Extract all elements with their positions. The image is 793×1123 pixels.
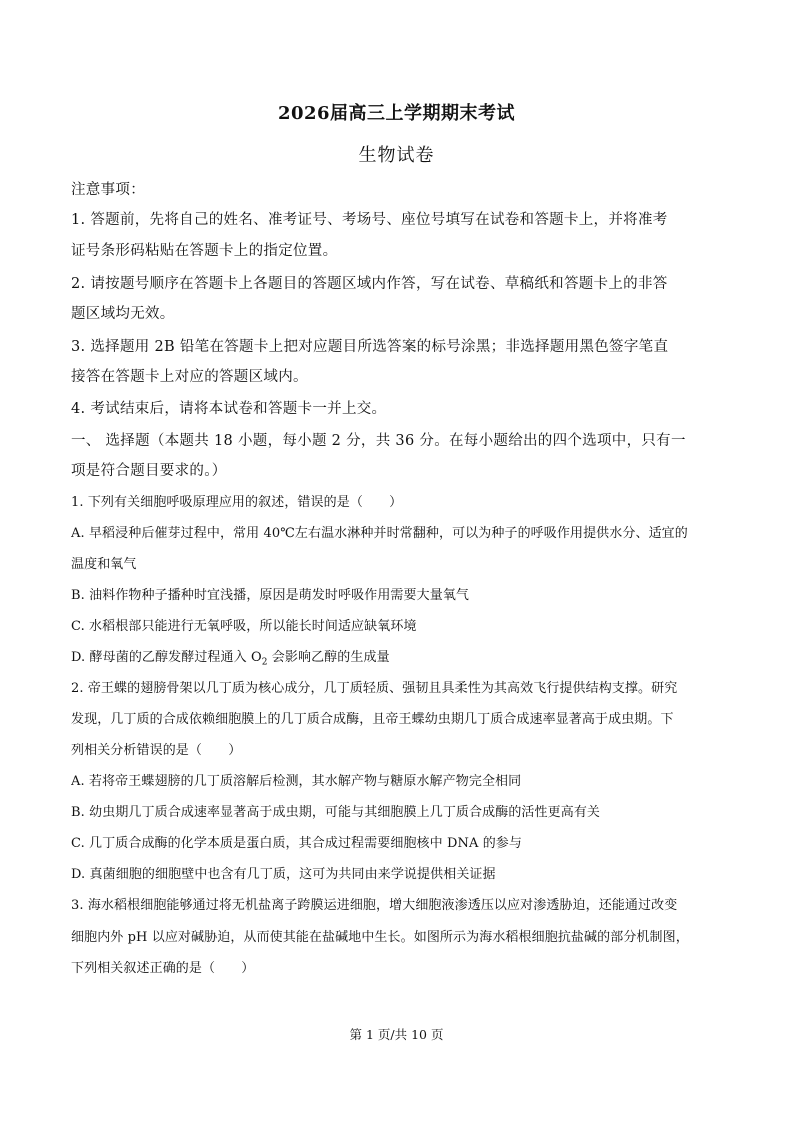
notice-item-3-line-2: 接答在答题卡上对应的答题区域内。 (71, 369, 308, 385)
question-3-stem-line-3: 下列相关叙述正确的是（ ） (71, 961, 255, 976)
question-2-option-a: A. 若将帝王蝶翅膀的几丁质溶解后检测，其水解产物与糖原水解产物完全相同 (71, 774, 522, 789)
question-1-option-b: B. 油料作物种子播种时宜浅播，原因是萌发时呼吸作用需要大量氧气 (71, 588, 470, 603)
question-1-option-a-line-1: A. 早稻浸种后催芽过程中，常用 40℃左右温水淋种并时常翻种，可以为种子的呼吸作用提供水分、适宜的 (71, 526, 688, 541)
notice-item-3-line-1: 3. 选择题用 2B 铅笔在答题卡上把对应题目所选答案的标号涂黑；非选择题用黑色签字笔直 (71, 339, 669, 355)
notice-item-2-line-2: 题区域均无效。 (71, 306, 175, 322)
section-heading-line-1: 一、 选择题（本题共 18 小题，每小题 2 分，共 36 分。在每小题给出的四个选项中，只有一 (71, 433, 686, 449)
notice-item-1-line-1: 1. 答题前，先将自己的姓名、准考证号、考场号、座位号填写在试卷和答题卡上，并将准考 (71, 212, 668, 228)
question-1-option-d-text: D. 酵母菌的乙醇发酵过程通入 O (71, 650, 262, 665)
question-1-option-c: C. 水稻根部只能进行无氧呼吸，所以能长时间适应缺氧环境 (71, 619, 417, 634)
question-2-option-d: D. 真菌细胞的细胞壁中也含有几丁质，这可为共同由来学说提供相关证据 (71, 867, 496, 882)
question-1-option-d (71, 646, 726, 668)
question-2-stem-line-3: 列相关分析错误的是（ ） (71, 743, 242, 758)
notice-item-4: 4. 考试结束后，请将本试卷和答题卡一并上交。 (71, 401, 387, 417)
section-heading-line-2: 项是符合题目要求的。） (71, 463, 227, 479)
question-3-stem-line-2: 细胞内外 pH 以应对碱胁迫，从而使其能在盐碱地中生长。如图所示为海水稻根细胞抗盐碱的部分机制图， (71, 930, 689, 945)
notice-item-1-line-2: 证号条形码粘贴在答题卡上的指定位置。 (71, 243, 338, 259)
notice-heading: 注意事项： (71, 182, 145, 198)
question-2-option-b: B. 幼虫期几丁质合成速率显著高于成虫期，可能与其细胞膜上几丁质合成酶的活性更高有关 (71, 805, 601, 820)
notice-item-2-line-1: 2. 请按题号顺序在答题卡上各题目的答题区域内作答，写在试卷、草稿纸和答题卡上的非答 (71, 276, 668, 292)
question-2-stem-line-1: 2. 帝王蝶的翅膀骨架以几丁质为核心成分，几丁质轻质、强韧且具柔性为其高效飞行提供结构支撑。研究 (71, 681, 678, 696)
question-2-option-c: C. 几丁质合成酶的化学本质是蛋白质，其合成过程需要细胞核中 DNA 的参与 (71, 836, 522, 851)
question-3-stem-line-1: 3. 海水稻根细胞能够通过将无机盐离子跨膜运进细胞，增大细胞液渗透压以应对渗透胁迫，还能通过改变 (71, 898, 678, 913)
question-1-option-d-tail: 会影响乙醇的生成量 (267, 650, 390, 665)
question-2-stem-line-2: 发现，几丁质的合成依赖细胞膜上的几丁质合成酶，且帝王蝶幼虫期几丁质合成速率显著高于成虫期。下 (71, 712, 674, 727)
exam-title: 2026届高三上学期期末考试 (277, 103, 516, 124)
question-1-option-a-line-2: 温度和氧气 (71, 557, 137, 572)
exam-subject-title: 生物试卷 (358, 145, 435, 166)
oxygen-subscript: 2 (261, 657, 268, 668)
question-1-stem: 1. 下列有关细胞呼吸原理应用的叙述，错误的是（ ） (71, 495, 403, 510)
page-number-footer: 第 1 页/共 10 页 (349, 1027, 444, 1042)
